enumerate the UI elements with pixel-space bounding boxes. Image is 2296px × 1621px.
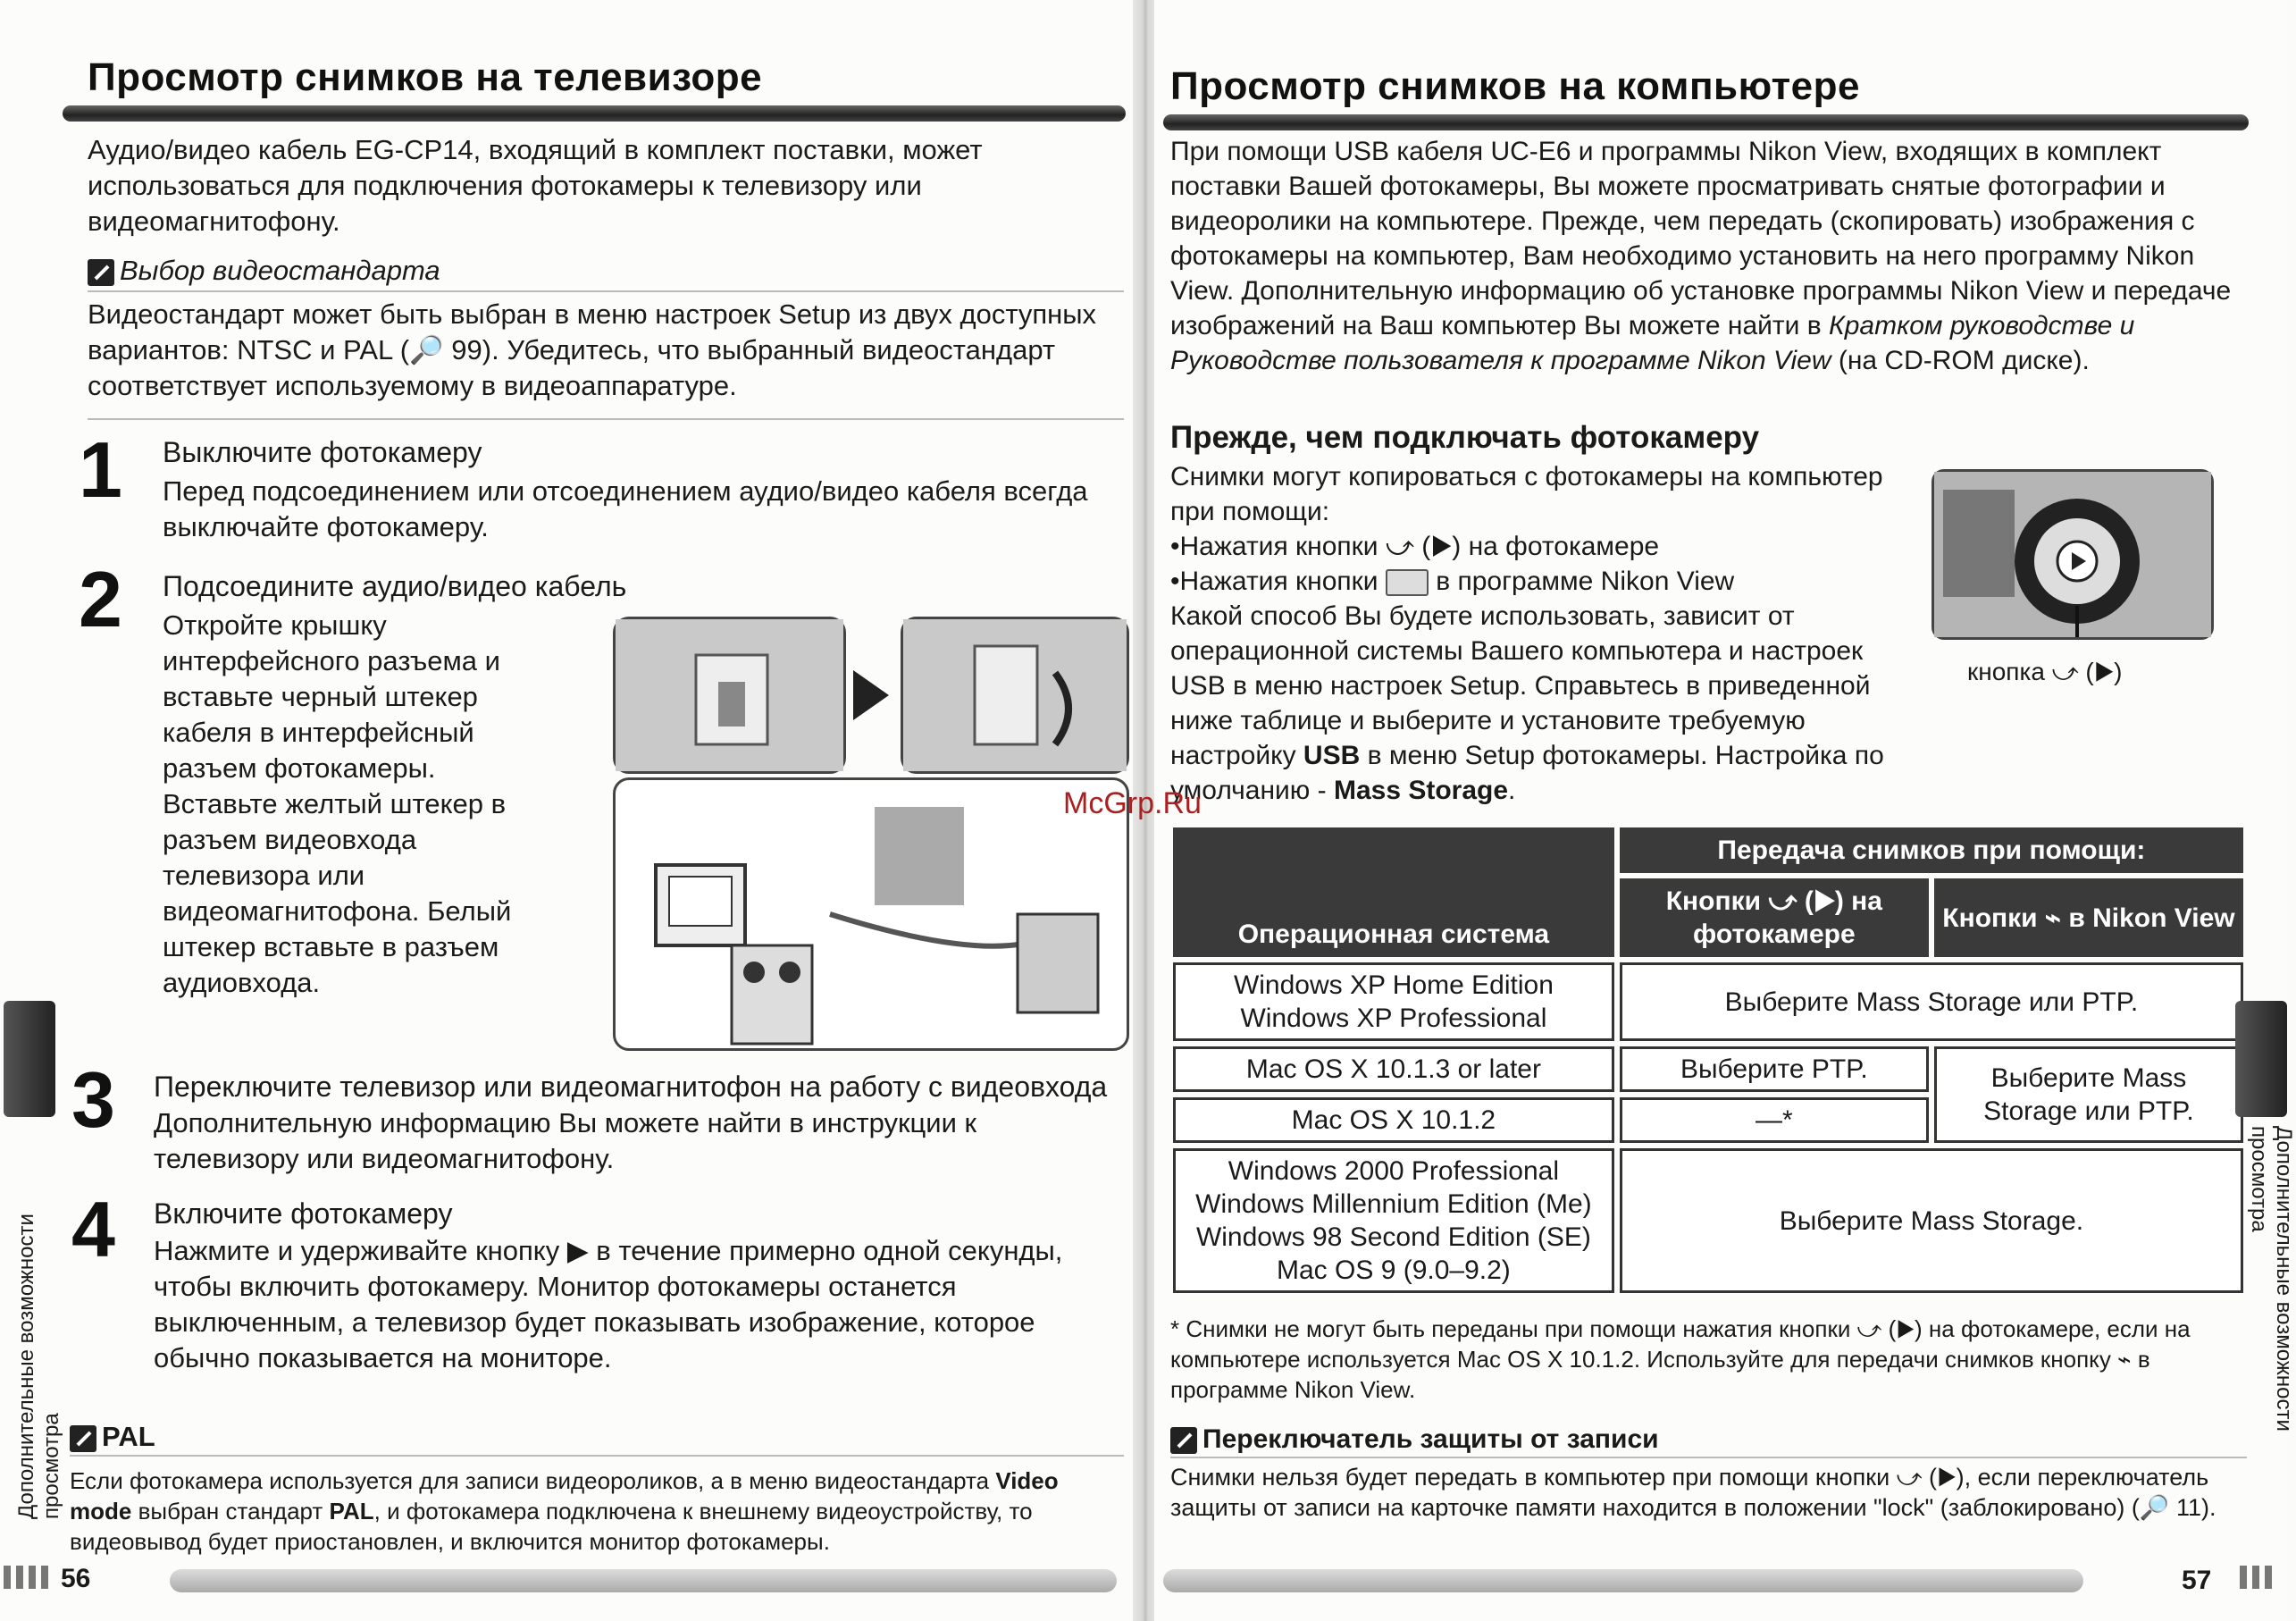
- step-1-title: Выключите фотокамеру: [163, 436, 482, 468]
- step-3-title: Переключите телевизор или видеомагнитофон на работу с видеовхода: [154, 1071, 1108, 1103]
- write-protect-body: Снимки нельзя будет передать в компьютер при помощи кнопки ⤻ (▶), если переключатель защиты от записи на карточке памяти находится в положении "lock" (заблокировано) (🔎 11).: [1170, 1464, 2216, 1521]
- camera-port-drawing: [616, 619, 843, 771]
- table-row: [1173, 1046, 2243, 1092]
- table-header-nikon-view: Кнопки ⌁ в Nikon View: [1934, 878, 2243, 957]
- step-4-body: Нажмите и удерживайте кнопку ▶ в течение примерно одной секунды, чтобы включить фотокамеру. Монитор фотокамеры останется выключенным, а телевизор будет показывать изображение, которое обычно показывается на мониторе.: [154, 1235, 1063, 1373]
- left-title-underline: [63, 105, 1126, 122]
- left-page: [0, 0, 1133, 1621]
- table-row: [1173, 827, 2243, 873]
- camera-port-illustration-2: [901, 617, 1129, 774]
- write-protect-heading: Переключатель защиты от записи: [1170, 1424, 1659, 1455]
- pencil-icon: [70, 1425, 96, 1452]
- left-page-number: 56: [61, 1564, 91, 1593]
- arrow-right-icon: [853, 670, 889, 720]
- before-connect-heading: Прежде, чем подключать фотокамеру: [1170, 420, 1760, 455]
- right-page: [1154, 0, 2296, 1621]
- right-page-title: Просмотр снимков на компьютере: [1170, 64, 1860, 108]
- table-header-camera: Кнопки ⤻ (▶) на фотокамере: [1620, 878, 1929, 957]
- left-chapter-tab: [4, 1001, 55, 1117]
- step-3-body: Дополнительную информацию Вы можете найти в инструкции к телевизору или видеомагнитофону.: [154, 1107, 977, 1174]
- pal-rule: [70, 1455, 1124, 1457]
- site-watermark: McGrp.Ru: [1063, 786, 1202, 820]
- left-intro: Аудио/видео кабель EG-CP14, входящий в комплект поставки, может использоваться для подключения фотокамеры к телевизору или видеомагнитофону.: [88, 134, 983, 237]
- pencil-icon: [88, 259, 114, 286]
- pencil-icon: [1170, 1427, 1197, 1454]
- left-footer-stripes: [4, 1566, 54, 1593]
- table-cell-os: Windows 2000 Professional Windows Millennium Edition (Me) Windows 98 Second Edition (SE) Mac OS 9 (9.0–9.2): [1173, 1148, 1614, 1293]
- step-1-number: 1: [79, 425, 122, 514]
- table-cell-os: Windows XP Home Edition Windows XP Professional: [1173, 962, 1614, 1041]
- camera-mode-dial-illustration: [1931, 469, 2214, 640]
- table-cell-camera: —*: [1620, 1097, 1929, 1143]
- step-3-number: 3: [71, 1055, 115, 1144]
- table-cell-camera: Выберите PTP.: [1620, 1046, 1929, 1092]
- table-cell-os: Mac OS X 10.1.3 or later: [1173, 1046, 1614, 1092]
- right-title-underline: [1163, 114, 2249, 130]
- bullet-nikon-view-button: •Нажатия кнопки в программе Nikon View: [1170, 567, 1735, 596]
- right-intro: При помощи USB кабеля UC-E6 и программы Nikon View, входящих в комплект поставки Вашей фотокамеры, Вы можете просматривать снятые фотографии и видеоролики на компьютере. Прежде, чем передать (скопировать) изображения с фотокамеры на компьютер, Вам необходимо установить на него программу Nikon View. Дополнительную информацию об установке программы Nikon View и передаче изображений на Ваш компьютер Вы можете найти в Кратком руководстве и Руководстве пользователя к программе Nikon View (на CD-ROM диске).: [1170, 137, 2232, 375]
- os-transfer-table: [1168, 822, 2249, 1298]
- left-footer-bar: [170, 1569, 1117, 1592]
- table-cell-setting: Выберите Mass Storage.: [1620, 1148, 2243, 1293]
- camera-button-caption: кнопка ⤻ (▶): [1967, 658, 2123, 685]
- left-chapter-label: Дополнительные возможности просмотра: [14, 1214, 63, 1519]
- before-connect-body: Какой способ Вы будете использовать, зависит от операционной системы Вашего компьютера и настроек USB в меню настроек Setup. Справьтесь в приведенной ниже таблице и выберите и установите требуемую настройку USB в меню Setup фотокамеры. Настройка по умолчанию - Mass Storage.: [1170, 601, 1884, 805]
- right-chapter-tab: [2235, 1001, 2287, 1117]
- right-chapter-label: Дополнительные возможности просмотра: [2247, 1126, 2296, 1432]
- tv-connection-drawing: [616, 780, 1127, 1048]
- table-row: [1173, 1148, 2243, 1293]
- bullet-camera-button: •Нажатия кнопки ⤻ (▶) на фотокамере: [1170, 532, 1660, 561]
- left-page-title: Просмотр снимков на телевизоре: [88, 55, 763, 99]
- table-row: [1173, 962, 2243, 1041]
- before-connect-intro: Снимки могут копироваться с фотокамеры на компьютер при помощи:: [1170, 462, 1883, 526]
- transfer-button-icon: [1386, 569, 1429, 596]
- mode-dial-drawing: [1934, 472, 2211, 637]
- table-footnote: * Снимки не могут быть переданы при помощи нажатия кнопки ⤻ (▶) на фотокамере, если на компьютере используется Mac OS X 10.1.2. Используйте для передачи снимков кнопку ⌁ в программе Nikon View.: [1170, 1315, 2191, 1403]
- tv-connection-illustration: [613, 777, 1129, 1051]
- table-header-group: Передача снимков при помощи:: [1620, 827, 2243, 873]
- step-4-title: Включите фотокамеру: [154, 1197, 453, 1230]
- right-page-number: 57: [2182, 1566, 2212, 1595]
- pal-note-body: Если фотокамера используется для записи видеороликов, а в меню видеостандарта Video mode выбран стандарт PAL, и фотокамера подключена к внешнему видеоустройству, то видеовывод будет приостановлен, и включится монитор фотокамеры.: [70, 1467, 1059, 1555]
- step-2-body: Откройте крышку интерфейсного разъема и вставьте черный штекер кабеля в интерфейсный разъем фотокамеры. Вставьте желтый штекер в разъем видеовхода телевизора или видеомагнитофона. Белый штекер вставьте в разъем аудиовхода.: [163, 609, 512, 998]
- note-rule-bottom: [88, 418, 1124, 420]
- write-protect-rule: [1170, 1457, 2247, 1458]
- right-footer-bar: [1163, 1569, 2083, 1592]
- table-header-os: Операционная система: [1173, 827, 1614, 957]
- step-1-body: Перед подсоединением или отсоединением аудио/видео кабеля всегда выключайте фотокамеру.: [163, 475, 1088, 542]
- camera-port-open-drawing: [903, 619, 1127, 771]
- right-footer-stripes: [2240, 1566, 2277, 1593]
- step-2-title: Подсоедините аудио/видео кабель: [163, 570, 627, 602]
- step-2-number: 2: [79, 555, 122, 643]
- note-rule: [88, 290, 1124, 292]
- step-4-number: 4: [71, 1185, 115, 1273]
- video-standard-note-body: Видеостандарт может быть выбран в меню настроек Setup из двух доступных вариантов: NTSC и PAL (🔎 99). Убедитесь, что выбранный видеостандарт соответствует используемому в видеоаппаратуре.: [88, 298, 1097, 401]
- table-cell-nikon-view: Выберите Mass Storage или PTP.: [1934, 1046, 2243, 1143]
- video-standard-note-heading: Выбор видеостандарта: [88, 255, 440, 287]
- pal-note-heading: PAL: [70, 1421, 155, 1453]
- table-cell-setting: Выберите Mass Storage или PTP.: [1620, 962, 2243, 1041]
- table-cell-os: Mac OS X 10.1.2: [1173, 1097, 1614, 1143]
- camera-port-illustration-1: [613, 617, 846, 774]
